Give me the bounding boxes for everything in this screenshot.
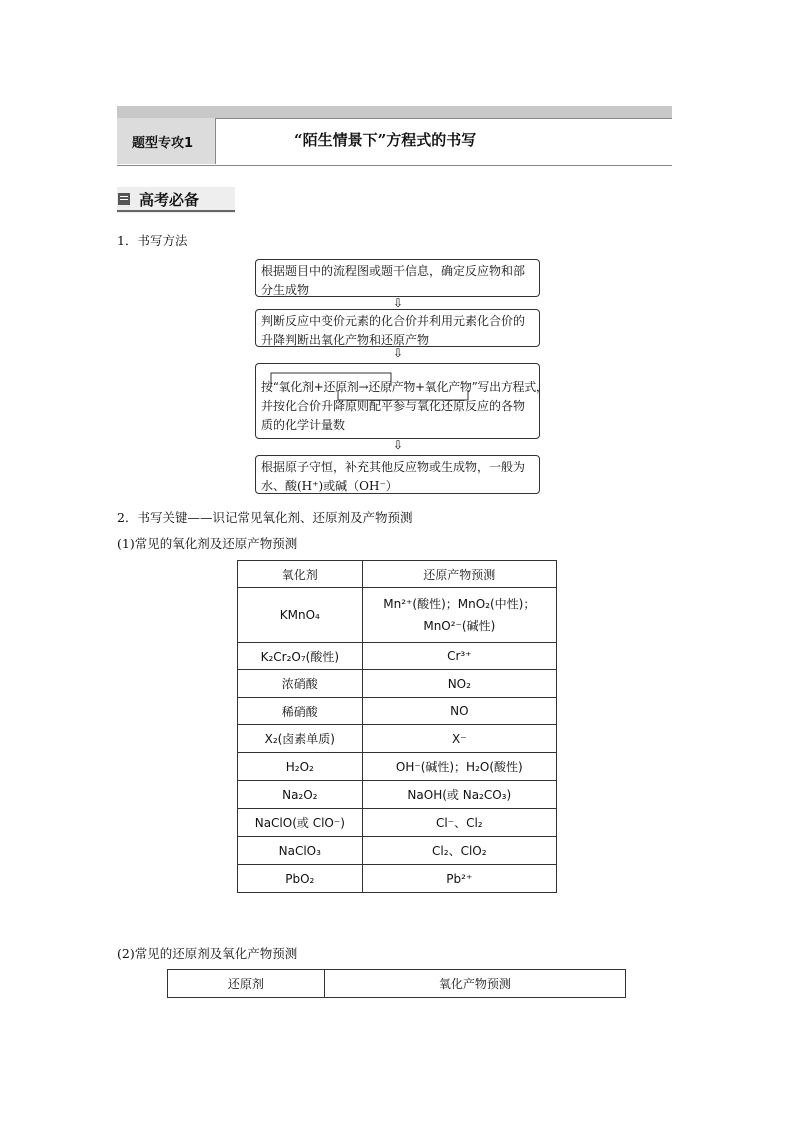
heading-writing-key: 2．书写关键——识记常见氧化剂、还原剂及产物预测 [117,510,413,525]
down-arrow-icon: ⇩ [393,346,404,360]
table-cell: NO [362,698,556,725]
table-header-cell: 氧化剂 [238,561,363,588]
table-cell: NaClO₃ [238,837,363,865]
reductant-table [167,969,626,998]
table-header-cell: 氧化产物预测 [324,970,625,998]
table-row [238,725,557,753]
list-icon [118,193,130,205]
table-cell: Mn²⁺(酸性)；MnO₂(中性)；MnO²⁻(碱性) [362,588,556,643]
table-row [238,643,557,670]
table-cell: X₂(卤素单质) [238,725,363,753]
table-row [238,670,557,698]
flow-step-2-text: 判断反应中变价元素的化合价并利用元素化合价的升降判断出氧化产物和还原产物 [261,314,526,347]
flow-step-4 [255,455,540,494]
table-row [238,809,557,837]
table-cell: OH⁻(碱性)；H₂O(酸性) [362,753,556,781]
flow-step-2 [255,309,540,347]
table-header-cell: 还原剂 [168,970,325,998]
section-title: 高考必备 [139,191,200,209]
table-cell: NO₂ [362,670,556,698]
table-cell: Cl⁻、Cl₂ [362,809,556,837]
flow-step-3 [255,363,548,439]
down-arrow-icon: ⇩ [393,296,404,310]
oxidant-table [237,560,557,893]
section-underline [117,210,235,212]
table-cell: H₂O₂ [238,753,363,781]
subheading-reductants: (2)常见的还原剂及氧化产物预测 [117,946,298,961]
table-cell: K₂Cr₂O₇(酸性) [238,643,363,670]
bracket-lines-icon [256,364,548,404]
table-cell: NaOH(或 Na₂CO₃) [362,781,556,809]
subheading-oxidants: (1)常见的氧化剂及还原产物预测 [117,536,298,551]
table-cell: PbO₂ [238,865,363,893]
table-row [238,837,557,865]
banner-top-bar [117,106,672,118]
flow-step-1 [255,259,540,297]
table-cell: Cr³⁺ [362,643,556,670]
table-cell: NaClO(或 ClO⁻) [238,809,363,837]
topic-tag: 题型专攻1 [132,136,194,151]
table-row [238,865,557,893]
table-cell: X⁻ [362,725,556,753]
table-row [238,588,557,643]
heading-writing-method: 1．书写方法 [117,233,188,248]
table-row [238,753,557,781]
table-header-row [168,970,626,998]
flow-step-3-line1: 按“氧化剂+还原剂→还原产物+氧化产物”写出方程式， [261,380,548,394]
table-cell: Na₂O₂ [238,781,363,809]
table-header-row [238,561,557,588]
flow-step-3-line2: 并按化合价升降原则配平参与氧化还原反应的各物质的化学计量数 [261,399,526,432]
table-cell: Pb²⁺ [362,865,556,893]
down-arrow-icon: ⇩ [393,438,404,452]
table-row [238,781,557,809]
table-row [238,698,557,725]
table-cell: KMnO₄ [238,588,363,643]
table-cell: 浓硝酸 [238,670,363,698]
page-title: “陌生情景下”方程式的书写 [294,131,477,149]
table-cell: 稀硝酸 [238,698,363,725]
flow-step-4-text: 根据原子守恒，补充其他反应物或生成物，一般为水、酸(H⁺)或碱（OH⁻） [261,460,526,493]
flow-step-1-text: 根据题目中的流程图或题干信息，确定反应物和部分生成物 [261,264,526,297]
table-header-cell: 还原产物预测 [362,561,556,588]
table-cell: Cl₂、ClO₂ [362,837,556,865]
